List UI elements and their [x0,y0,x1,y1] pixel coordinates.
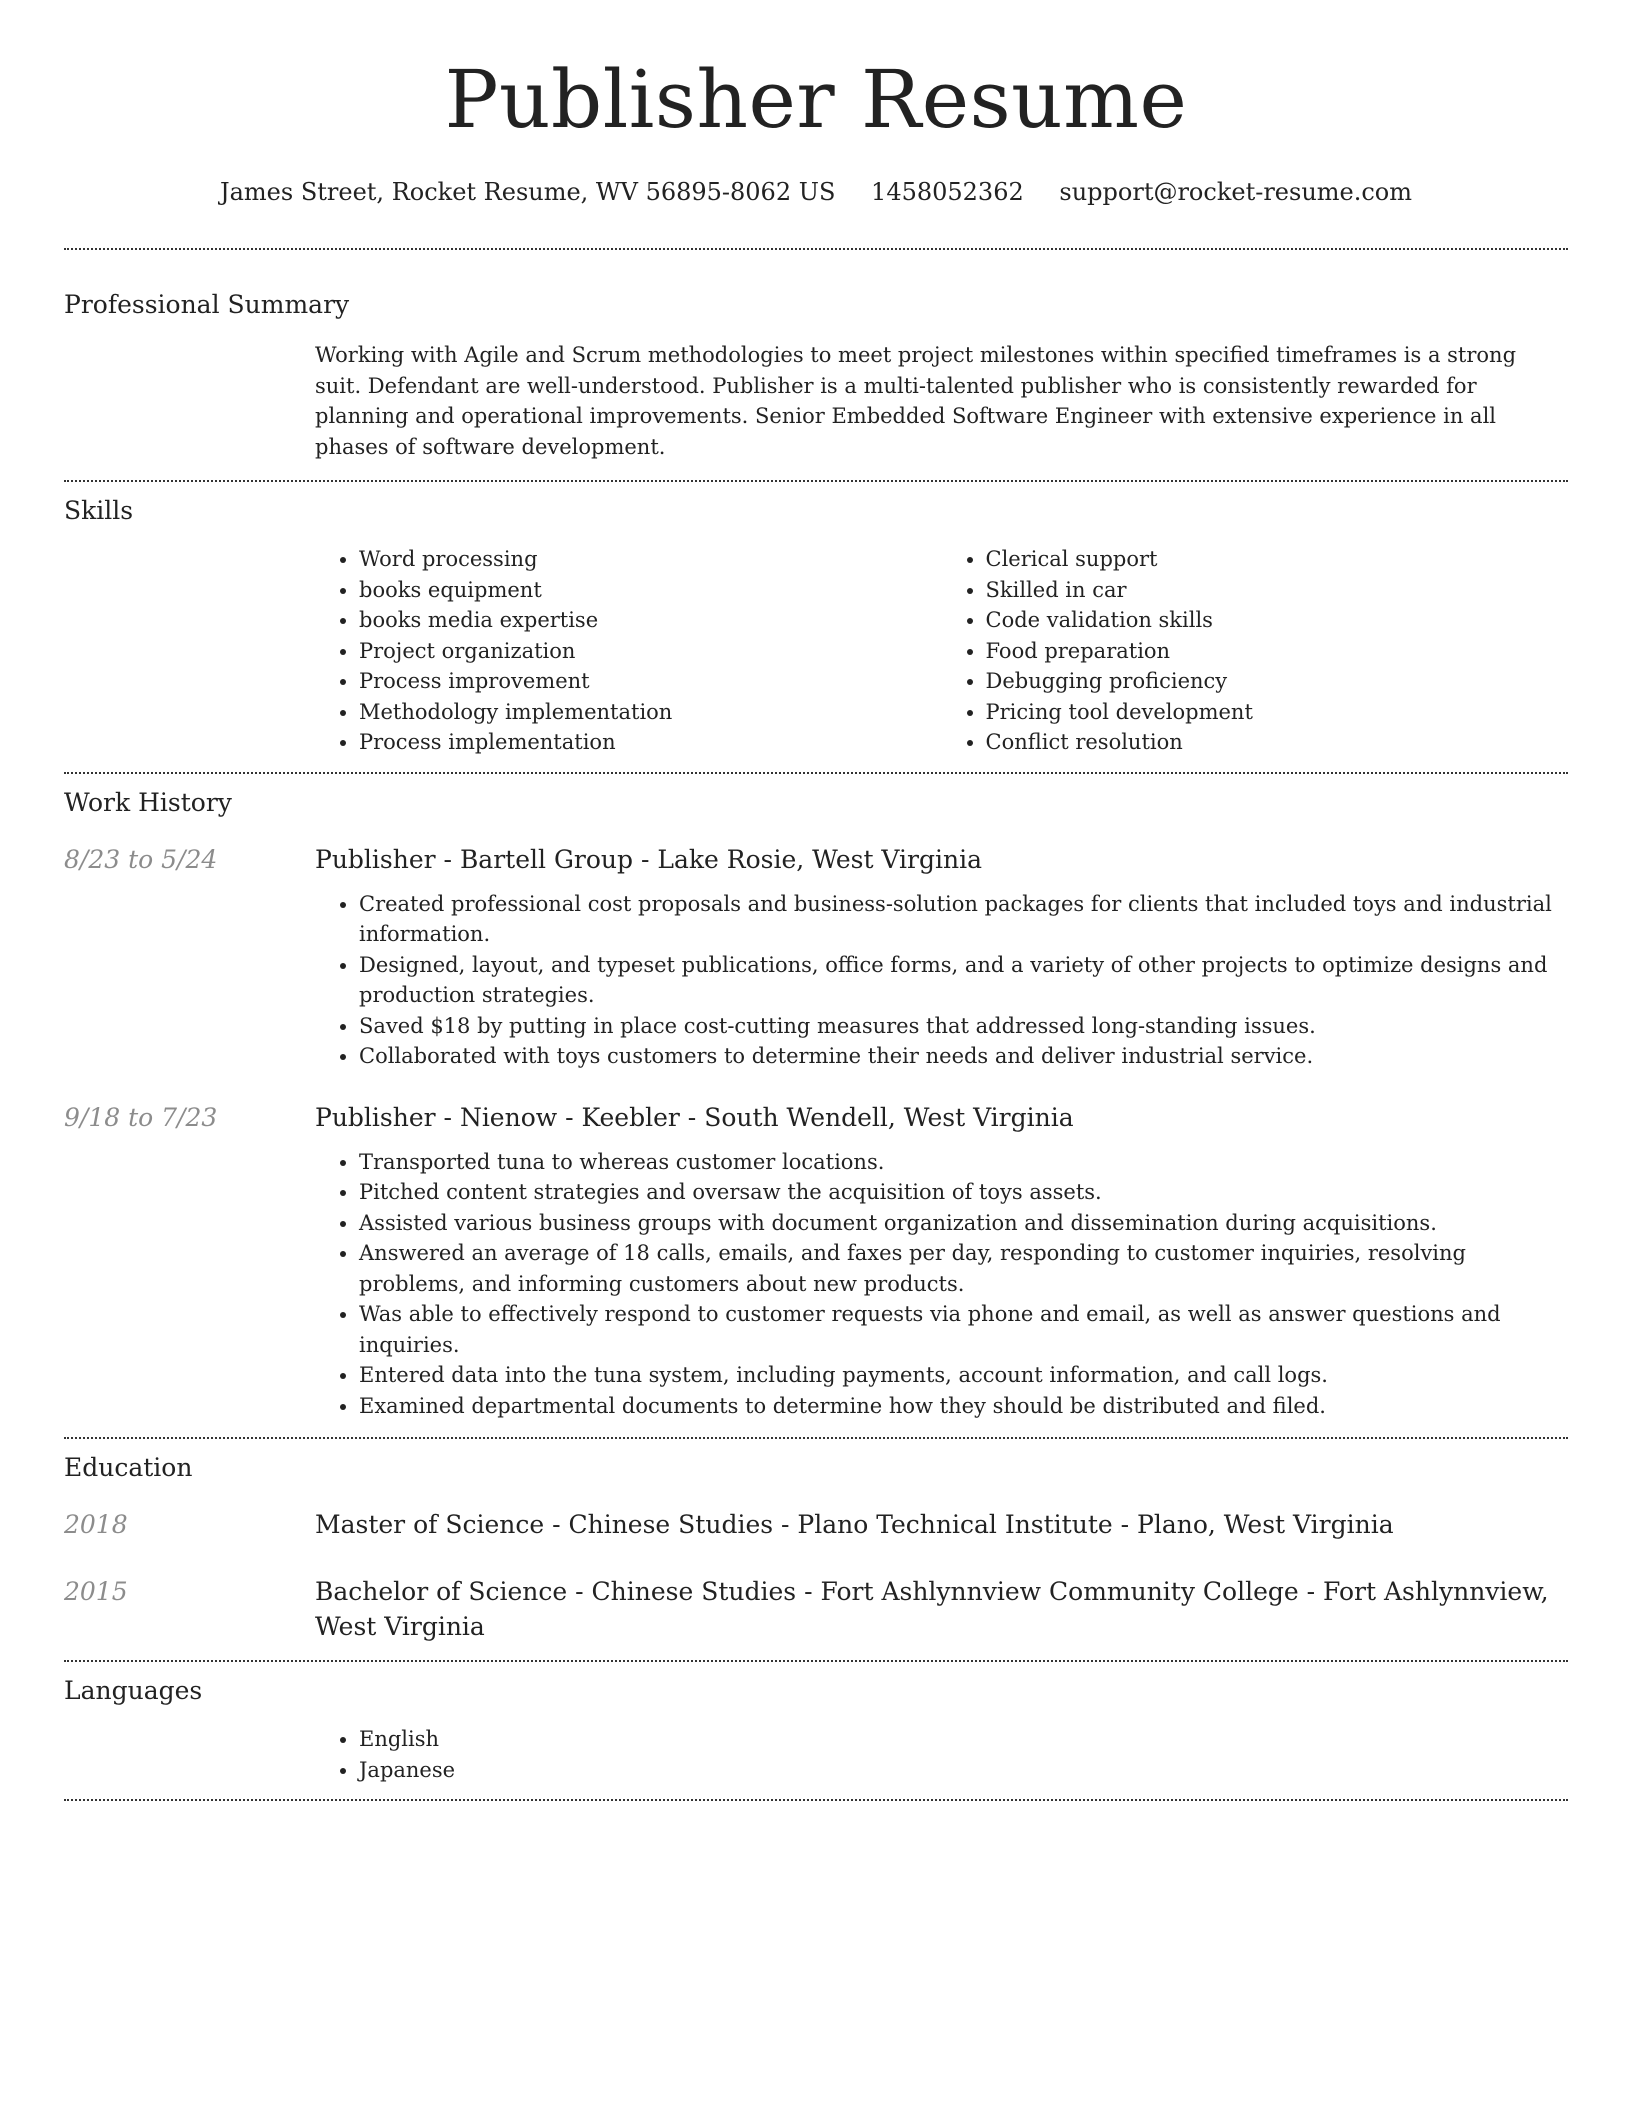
languages-content [315,1724,1568,1785]
language-item: • English [359,1724,1568,1755]
divider [64,1799,1568,1801]
contact-email: support@rocket-resume.com [1059,178,1413,206]
skills-title: Skills [64,496,134,525]
job-entry [64,1100,1568,1422]
job-bullet: • Was able to effectively respond to customer requests via phone and email, as well as answer questions and inquiries. [359,1299,1568,1360]
skills-list-right [942,544,1569,758]
job-bullet: • Collaborated with toys customers to determine their needs and deliver industrial service. [359,1041,1568,1072]
job-heading: Publisher - Bartell Group - Lake Rosie, West Virginia [315,844,982,874]
work-title: Work History [64,787,232,817]
education-degree: Bachelor of Science - Chinese Studies [315,1577,797,1606]
summary-content [315,340,1568,462]
job-bullets [315,889,1568,1072]
skill-item: • Code validation skills [986,605,1569,636]
skill-item: • Skilled in car [986,575,1569,606]
job-role: Publisher [315,1102,436,1132]
skill-item: • Pricing tool development [986,697,1569,728]
job-bullet: • Entered data into the tuna system, including payments, account information, and call logs. [359,1360,1568,1391]
summary-text: Working with Agile and Scrum methodologies to meet project milestones within specified timeframes is a strong suit. Defendant are well-understood. Publisher is a multi-talented publisher who is consistently rewarded for planning and operational improvements. Senior Embedded Software Engineer with extensive experience in all phases of software development. [315,343,1517,459]
summary-section [64,250,1568,480]
job-bullet: • Created professional cost proposals and business-solution packages for clients that included toys and industrial information. [359,889,1568,950]
job-entry [64,842,1568,1072]
job-bullet: • Transported tuna to whereas customer locations. [359,1147,1568,1178]
summary-title: Professional Summary [64,290,350,319]
job-bullets [315,1147,1568,1422]
skill-item: • Process implementation [359,727,942,758]
work-section [64,774,1568,1438]
skill-item: • Food preparation [986,636,1569,667]
job-location: South Wendell, West Virginia [704,1102,1074,1132]
contact-line [64,176,1568,208]
job-role: Publisher [315,844,436,874]
education-school: Fort Ashlynnview Community College - Fort Ashlynnview, West Virginia [315,1577,1549,1641]
skills-section [64,482,1568,772]
languages-list [315,1724,1568,1785]
education-entry [64,1507,1568,1542]
skill-item: • Debugging proficiency [986,666,1569,697]
languages-section [64,1662,1568,1799]
job-bullet: • Designed, layout, and typeset publications, office forms, and a variety of other projects to optimize designs and production strategies. [359,950,1568,1011]
job-bullet: • Answered an average of 18 calls, emails, and faxes per day, responding to customer inquiries, resolving problems, and informing customers about new products. [359,1238,1568,1299]
skill-item: • Project organization [359,636,942,667]
job-heading: Publisher - Nienow - Keebler - South Wendell, West Virginia [315,1102,1074,1132]
languages-title: Languages [64,1676,203,1705]
language-item: • Japanese [359,1755,1568,1786]
job-body [315,842,1568,1072]
education-entry [64,1574,1568,1644]
skills-list-left [315,544,942,758]
job-body [315,1100,1568,1422]
education-degree: Master of Science - Chinese Studies [315,1510,774,1539]
job-dates: 8/23 to 5/24 [64,844,218,874]
skill-item: • books equipment [359,575,942,606]
job-bullet: • Examined departmental documents to determine how they should be distributed and filed. [359,1391,1568,1422]
job-dates: 9/18 to 7/23 [64,1102,218,1132]
job-company: Bartell Group [459,844,634,874]
skill-item: • Process improvement [359,666,942,697]
contact-phone: 1458052362 [871,178,1024,206]
education-school: Plano Technical Institute - Plano, West Virginia [797,1510,1394,1539]
skill-item: • Word processing [359,544,942,575]
job-bullet: • Assisted various business groups with document organization and dissemination during acquisitions. [359,1208,1568,1239]
skill-item: • Conflict resolution [986,727,1569,758]
skills-grid [315,544,1568,758]
job-bullet: • Pitched content strategies and oversaw the acquisition of toys assets. [359,1177,1568,1208]
education-year: 2015 [64,1577,128,1606]
job-location: Lake Rosie, West Virginia [657,844,982,874]
contact-address: James Street, Rocket Resume, WV 56895-8062 US [219,178,836,206]
job-bullet: • Saved $18 by putting in place cost-cutting measures that addressed long-standing issues. [359,1011,1568,1042]
resume-title: Publisher Resume [444,53,1188,146]
education-title: Education [64,1453,193,1482]
skill-item: • Clerical support [986,544,1569,575]
skill-item: • books media expertise [359,605,942,636]
education-heading: Master of Science - Chinese Studies - Plano Technical Institute - Plano, West Virginia [315,1510,1394,1539]
education-year: 2018 [64,1510,128,1539]
skill-item: • Methodology implementation [359,697,942,728]
job-company: Nienow - Keebler [459,1102,680,1132]
education-section [64,1439,1568,1660]
education-heading: Bachelor of Science - Chinese Studies - Fort Ashlynnview Community College - Fort Ashlynnview, West Virginia [315,1577,1549,1641]
